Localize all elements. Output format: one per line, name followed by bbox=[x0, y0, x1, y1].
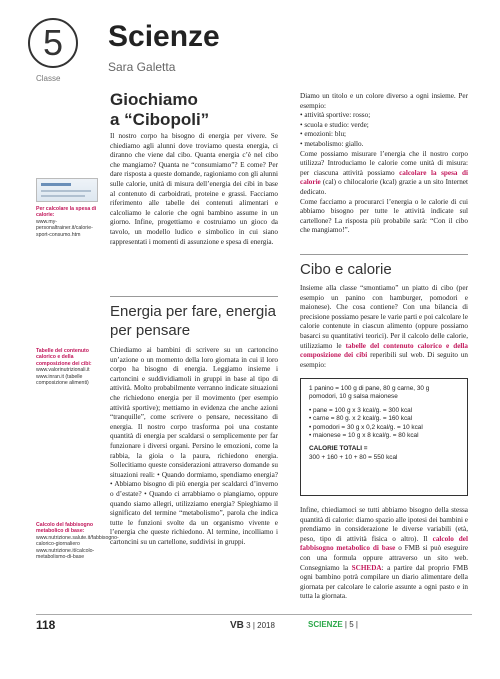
list-item: • attività sportive: rosso; bbox=[300, 111, 371, 120]
text-run: (cal) o chilocalorie (kcal) grazie a un sito Internet dedicato. bbox=[300, 178, 468, 196]
section-divider bbox=[110, 296, 278, 297]
subheading-energia bbox=[110, 302, 280, 340]
energia-body bbox=[110, 346, 278, 547]
footer-section-name: SCIENZE bbox=[308, 620, 343, 629]
calc-total: 300 + 160 + 10 + 80 = 550 kcal bbox=[309, 453, 398, 461]
fabbisogno-body bbox=[300, 506, 468, 602]
calc-intro: 1 panino = 100 g di pane, 80 g carne, 30 g bbox=[309, 385, 430, 392]
page-footer bbox=[0, 614, 500, 644]
calorie-calculation-box bbox=[300, 378, 468, 496]
calc-line: • carne = 80 g. x 2 kcal/g. = 160 kcal bbox=[309, 415, 413, 423]
text-run: : a partire dal proprio FMB ogni bambino potrà compilare un diario alimentare della giornata per calcolare le calorie assunte a ogni pasto e in tutta la giornata. bbox=[300, 563, 468, 601]
highlighted-link[interactable]: calcolo del fabbisogno metabolico di base bbox=[300, 534, 468, 553]
class-label: Classe bbox=[36, 74, 61, 83]
page-header bbox=[0, 0, 500, 100]
list-item: • emozioni: blu; bbox=[300, 130, 347, 139]
footer-section bbox=[308, 620, 358, 629]
sidebar-note-link[interactable]: www.nutrizione.it/calcolo-metabolismo-di-base bbox=[36, 547, 95, 561]
article-title-line-2: a “Cibopoli” bbox=[110, 110, 210, 129]
sidebar-note-link[interactable]: www.my-personaltrainer.it/calorie-sport-consumo.htm bbox=[36, 218, 93, 238]
intro-text: Il nostro corpo ha bisogno di energia per vivere. Se chiediamo agli alunni dove troviamo questa energia, ci diranno che viene dal cibo. Quanta energia c’è nel cibo che mangiamo? Quanta ne “consumiamo”? E come? Per dare risposta a queste domande, ragioniamo con gli alunni sulle calorie, unità di misura dell’energia dei cibi in base al contenuto di carboidrati, proteine e grassi. Facciamo riferimento alle tabelle dei contenuti alimentari e calcoliamo le calorie che ogni bambino assume in un giorno. Infine, progettiamo e costruiamo un gioco da tavolo, un modello ludico e simbolico in cui siano rappresentati i momenti di assunzione e spesa di energia. bbox=[110, 132, 278, 246]
cibo-body bbox=[300, 284, 468, 370]
footer-section-number: | 5 | bbox=[344, 620, 358, 629]
section-title: Scienze bbox=[108, 20, 220, 53]
calc-line: • pane = 100 g x 3 kcal/g. = 300 kcal bbox=[309, 406, 413, 414]
cibo-text bbox=[300, 284, 468, 370]
sidebar-note-title: Calcolo del fabbisogno metabolico di base: bbox=[36, 522, 94, 535]
calc-total-label: CALORIE TOTALI = bbox=[309, 445, 368, 453]
highlighted-link[interactable]: calcolare la spesa di calorie bbox=[300, 168, 468, 187]
section-divider bbox=[300, 254, 468, 255]
class-number-badge: 5 bbox=[28, 18, 78, 68]
text-run: o FMB si può eseguire con una formula oppure attraverso un sito web. Consegniamo la bbox=[300, 544, 469, 572]
text-run: Insieme alla classe “smontiamo” un piatto di cibo (per esempio un panino con hamburger, pomodori e maionese). Che cosa contiene? Con una bilancia di precisione possiamo pesare le varie parti e poi calcolare le calorie contenute in ciascun alimento (oppure possiamo basarci su quantitativi teorici). Per il calcolo delle calorie, utilizziamo le bbox=[300, 284, 468, 350]
sidebar-note-link[interactable]: www.nutrizione.salute.it/fabbisogno-calorico-giornaliero bbox=[36, 534, 119, 548]
article-title bbox=[110, 90, 209, 130]
sidebar-note-metabolic bbox=[36, 522, 119, 561]
text-run: Infine, chiediamoci se tutti abbiamo bisogno della stessa quantità di calorie: diamo spazio alle ipotesi dei bambini e prendiamo in considerazione le diverse variabili (età, peso, tipo di attività fisica o altro). Il bbox=[300, 506, 468, 543]
magazine-logo: VB bbox=[230, 620, 244, 631]
fabbisogno-text bbox=[300, 506, 468, 602]
sidebar-note-title: Per calcolare la spesa di calorie: bbox=[36, 206, 97, 219]
subheading-cibo: Cibo e calorie bbox=[300, 261, 392, 278]
sidebar-note-link[interactable]: www.inran.it (tabelle composizione alimenti) bbox=[36, 373, 89, 387]
list-item: • scuola e studio: verde; bbox=[300, 120, 369, 129]
col2-paragraph-2 bbox=[300, 150, 468, 198]
text-run: reperibili sul web. Di seguito un esempio: bbox=[300, 351, 469, 369]
article-title-line-1: Giochiamo bbox=[110, 90, 198, 109]
col2-intro: Diamo un titolo e un colore diverso a ogni insieme. Per esempio: bbox=[300, 92, 468, 110]
col2-top bbox=[300, 92, 468, 236]
issue-number: 3 | 2018 bbox=[246, 621, 275, 630]
intro-paragraph bbox=[110, 132, 278, 247]
magazine-issue bbox=[230, 620, 275, 631]
calc-line: • pomodori = 30 g x 0,2 kcal/g. = 10 kcal bbox=[309, 423, 423, 431]
website-thumbnail bbox=[36, 178, 98, 202]
subheading-line-2: per pensare bbox=[110, 322, 191, 339]
highlighted-link[interactable]: tabelle del contenuto calorico e della composizione dei cibi bbox=[300, 341, 468, 360]
sidebar-note-calorie-spend bbox=[36, 206, 104, 238]
sidebar-note-title: Tabelle del contenuto calorico e della composizione dei cibi: bbox=[36, 348, 92, 367]
subheading-line-1: Energia per fare, energia bbox=[110, 303, 276, 320]
sidebar-note-calorie-tables bbox=[36, 348, 104, 386]
page-number: 118 bbox=[36, 618, 56, 632]
sidebar-note-link[interactable]: www.valorinutrizionali.it bbox=[36, 367, 90, 374]
text-run: Come possiamo misurare l’energia che il nostro corpo utilizza? Introduciamo le calorie come unità di misura: per ciascuna attività possiamo bbox=[300, 149, 468, 177]
col2-paragraph-3: Come facciamo a procurarci l’energia o le calorie di cui abbiamo bisogno per tutte le attività indicate sul cartellone? La risposta più probabile sarà: “Con il cibo che mangiamo!”. bbox=[300, 197, 468, 235]
scheda-link[interactable]: SCHEDA bbox=[351, 563, 382, 572]
footer-divider bbox=[36, 614, 472, 615]
list-item: • metabolismo: giallo. bbox=[300, 139, 364, 148]
author-name: Sara Galetta bbox=[108, 60, 176, 74]
calc-intro: pomodori, 10 g salsa maionese bbox=[309, 393, 398, 401]
energia-text: Chiediamo ai bambini di scrivere su un cartoncino un’azione o un momento della loro giornata in cui il loro corpo ha bisogno di energia. Leggiamo insieme i cartoncini e suddividiamoli in gruppi in base al tipo di attività. Molto probabilmente verranno indicate situazioni che richiedono energia per il movimento (per esempio attività sportive); mettiamo in evidenza che anche azioni “tranquille”, come scrivere o pensare, necessitano di energia. Il nostro corpo trasforma poi una costante quantità di energia per scaldarsi o semplicemente per far funzionare i diversi organi. Persino le emozioni, come la rabbia, la gioia o la paura, richiedono energia. Sollecitiamo queste considerazioni attraverso domande su situazioni reali: • Quando dormiamo, spendiamo energia? • Abbiamo bisogno di più energia per scaldarci d’inverno o d’estate? • Quando ci arrabbiamo o piangiamo, oppure quando siamo allegri, utilizziamo energia? Spieghiamo il significato del termine “metabolismo”, parola che indica tutte le funzioni svolte da un organismo vivente e l’energia che queste richiedono. Al termine, incolliamo i cartoncini su un cartellone, suddivisi in gruppi. bbox=[110, 346, 278, 546]
calc-line: • maionese = 10 g x 8 kcal/g. = 80 kcal bbox=[309, 432, 419, 440]
